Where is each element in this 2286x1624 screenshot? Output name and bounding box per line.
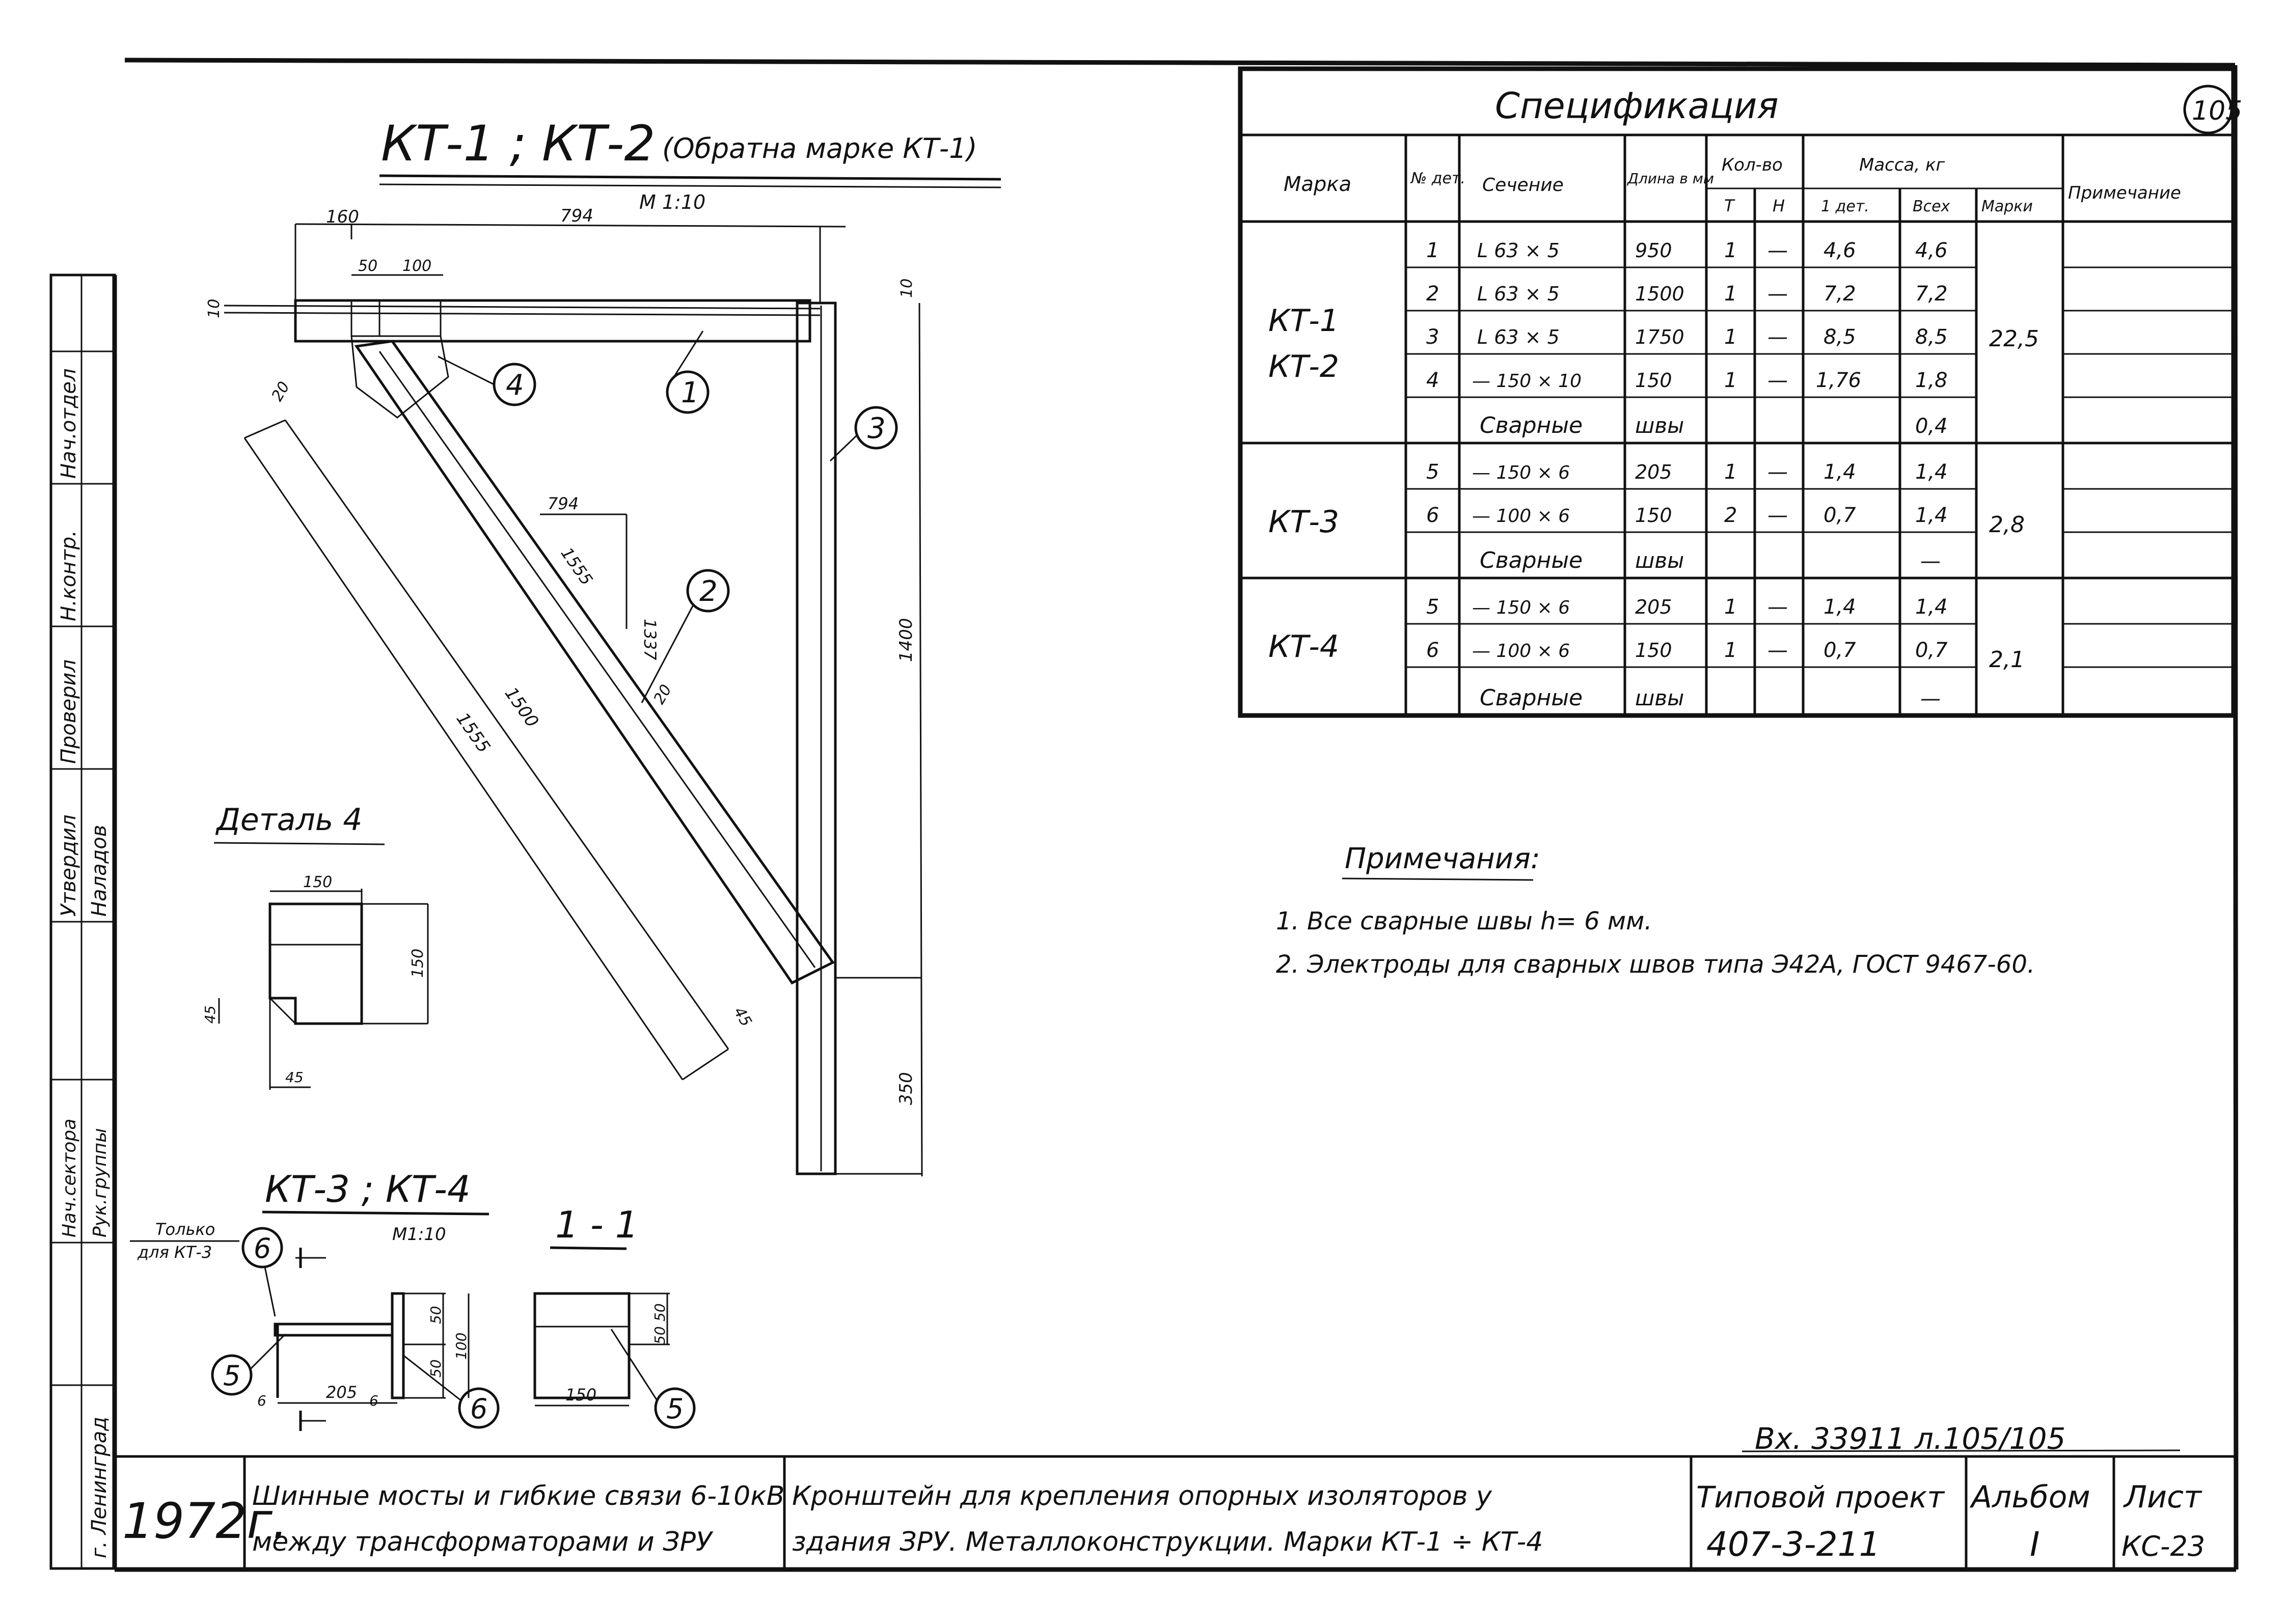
dim-label: 150 [565,1385,597,1405]
project-name: Шинные мосты и гибкие связи 6-10кВ [252,1481,785,1511]
spec-cell: — [1767,639,1788,662]
dim-label: 20 [268,378,294,404]
spec-row [1426,239,1948,262]
spec-row [1426,504,1948,527]
spec-cell: — [1767,325,1788,349]
dim-label: 1555 [452,709,495,757]
spec-cell: — 100 × 6 [1472,506,1570,527]
dim-label: 10 [898,278,916,298]
dim-label: 50 [427,1306,444,1324]
spec-header: Масса, кг [1859,155,1945,175]
spec-cell: — [1767,369,1788,392]
note-item: 1. Все сварные швы h= 6 мм. [1276,907,1652,935]
dim-label: 205 [326,1383,358,1402]
spec-marka: КТ-1 [1268,303,1340,339]
spec-cell: 1750 [1635,326,1684,348]
spec-header: Сечение [1482,175,1564,196]
dim-label: 1337 [640,619,660,660]
spec-cell: 1 [1724,239,1737,262]
part-marker: 3 [867,412,886,445]
spec-header: Марки [1981,198,2033,215]
dim-label: 50 [358,257,378,275]
spec-row [1480,412,1948,438]
spec-cell: 150 [1635,639,1672,662]
dim-label: 50 [651,1326,668,1344]
spec-mass-marka: 22,5 [1989,326,2039,352]
notes [1276,842,2035,979]
spec-cell: — [1767,282,1788,306]
spec-row [1480,685,1941,711]
spec-cell: 1,76 [1816,369,1862,392]
notes-title: Примечания: [1345,842,1540,875]
spec-cell: 1 [1724,595,1737,619]
spec-header: 1 дет. [1821,198,1869,215]
side-stamp-label: Н.контр. [57,530,80,621]
spec-cell: — 100 × 6 [1472,641,1570,662]
spec-cell: 7,2 [1915,282,1948,306]
spec-cell: 1 [1426,239,1439,262]
spec-cell: 1 [1724,325,1737,349]
spec-title: Спецификация [1495,85,1779,127]
spec-cell: Сварные [1480,685,1583,711]
spec-marka: КТ-3 [1268,504,1340,540]
spec-marka: КТ-2 [1268,349,1340,384]
spec-mass-marka: 2,1 [1989,647,2025,673]
part-marker: 6 [470,1393,488,1425]
dim-label: 160 [326,207,359,227]
spec-header: № дет. [1411,170,1465,187]
spec-cell: 205 [1635,596,1672,618]
spec-cell: 1,4 [1915,595,1948,619]
spec-row [1426,325,1948,349]
part-marker: 1 [681,376,699,409]
dim-label: 100 [453,1332,470,1360]
part-marker: 5 [223,1360,241,1392]
side-stamp-label: Проверил [57,659,80,764]
section-title: 1 - 1 [555,1203,639,1246]
spec-row [1426,369,1948,392]
spec-cell: 4,6 [1915,239,1948,262]
part-marker: 4 [506,369,524,402]
spec-cell: 150 [1635,369,1672,392]
inventory-number: Вх. 33911 л.105/105 [1755,1421,2066,1456]
spec-cell: — [1767,595,1788,619]
dim-label: 50 [427,1359,444,1378]
spec-cell: 6 [1426,639,1439,662]
spec-cell: 2 [1724,504,1737,527]
main-view [205,115,1001,1176]
sheet-value: КС-23 [2121,1530,2206,1562]
sheet-name: Кронштейн для крепления опорных изоляторов у [792,1481,1492,1511]
spec-header: Марка [1284,173,1352,196]
dim-label: 6 [369,1392,378,1409]
spec-cell: 1 [1724,639,1737,662]
typical-label: Типовой проект [1696,1480,1945,1515]
dim-label: 350 [896,1072,916,1105]
spec-cell: 1,4 [1824,595,1856,619]
spec-cell: — [1767,504,1788,527]
spec-cell: 1 [1724,282,1737,306]
spec-cell: 950 [1635,239,1672,262]
part-marker: 2 [699,575,718,608]
album-label: Альбом [1971,1479,2090,1515]
part-marker: 6 [254,1232,271,1264]
typical-value: 407-3-211 [1706,1525,1881,1564]
title-block [122,1456,2205,1570]
spec-cell: L 63 × 5 [1477,239,1560,262]
spec-row [1426,639,1948,662]
side-stamp-label: Нач.сектора [59,1118,80,1237]
part-marker: 5 [666,1393,684,1425]
spec-cell: — [1767,460,1788,484]
dim-label: 20 [650,681,676,707]
spec-marka: КТ-4 [1268,629,1340,665]
spec-cell: — 150 × 6 [1472,597,1570,618]
detail-4 [202,802,428,1090]
spec-cell: — [1920,687,1941,710]
spec-cell: 8,5 [1824,325,1856,349]
side-stamp-label: Утвердил [57,814,80,917]
spec-cell: 1,8 [1915,369,1948,392]
side-stamp [51,275,115,1568]
dim-label: 10 [205,298,223,318]
spec-cell: 205 [1635,461,1672,483]
kt34-title: КТ-3 ; КТ-4 [265,1168,471,1210]
spec-cell: L 63 × 5 [1477,283,1560,305]
side-stamp-label: Рук.группы [90,1128,111,1237]
kt34-scale: М1:10 [392,1224,446,1245]
spec-cell: 2 [1426,282,1439,306]
side-stamp-label: Наладов [88,824,111,917]
spec-cell: 4,6 [1824,239,1856,262]
spec-header: Примечание [2068,183,2181,203]
spec-row [1480,547,1941,573]
spec-cell: Сварные [1480,547,1583,573]
spec-cell: 1 [1724,369,1737,392]
spec-cell: 1 [1724,460,1737,484]
main-scale: М 1:10 [639,191,706,213]
dim-label: 45 [730,1004,755,1030]
note-item: 2. Электроды для сварных швов типа Э42А, ГОСТ 9467-60. [1276,950,2035,979]
sheet-name: здания ЗРУ. Металлоконструкции. Марки КТ-1 ÷ КТ-4 [792,1527,1543,1557]
spec-cell: — [1920,549,1941,573]
spec-cell: 1,4 [1824,460,1856,484]
year: 1972г. [122,1493,288,1550]
kt34-view [130,1168,498,1431]
spec-cell: 6 [1426,504,1439,527]
spec-header: Всех [1913,198,1950,215]
dim-label: 150 [409,948,427,978]
spec-mass-marka: 2,8 [1989,512,2025,538]
side-stamp-label: Нач.отдел [57,368,80,479]
spec-header: Н [1773,196,1785,215]
spec-cell: 7,2 [1824,282,1856,306]
sheet-label: Лист [2124,1479,2202,1515]
dim-label: 45 [285,1069,304,1086]
spec-cell: 5 [1426,595,1439,619]
spec-cell: 8,5 [1915,325,1948,349]
spec-cell: 1500 [1635,283,1684,305]
spec-header: Кол-во [1722,155,1783,175]
dim-label: 100 [402,257,432,275]
spec-row [1426,282,1948,306]
spec-row [1426,460,1948,484]
spec-cell: 1,4 [1915,504,1948,527]
spec-header: Т [1724,196,1734,215]
dim-label: 1555 [557,543,597,589]
spec-cell: 0,7 [1824,504,1856,527]
spec-header: Длина в мм [1627,170,1714,187]
dim-label: 45 [202,1005,219,1024]
dim-label: 6 [257,1392,266,1409]
detail4-title: Деталь 4 [216,802,363,838]
spec-cell: швы [1635,413,1684,438]
spec-cell: L 63 × 5 [1477,326,1560,348]
spec-cell: 150 [1635,504,1672,527]
spec-cell: — 150 × 10 [1472,371,1582,392]
dim-label: 794 [560,206,593,226]
dim-label: 150 [303,873,333,891]
dim-label: 1500 [500,683,543,732]
spec-cell: 0,7 [1915,639,1948,662]
spec-cell: 1,4 [1915,460,1948,484]
main-title: КТ-1 ; КТ-2 [381,115,656,172]
spec-cell: швы [1635,548,1684,573]
kt34-note: Только [155,1220,215,1239]
spec-row [1426,595,1948,619]
kt34-note: для КТ-3 [138,1243,212,1262]
spec-cell: — 150 × 6 [1472,462,1570,483]
section-1-1 [535,1203,694,1427]
dim-label: 1400 [896,618,916,662]
spec-cell: 0,4 [1915,415,1948,438]
spec-cell: 0,7 [1824,639,1856,662]
spec-cell: 4 [1426,369,1439,392]
main-title-note: (Обратна марке КТ-1) [662,132,977,164]
project-name: между трансформаторами и ЗРУ [252,1527,712,1557]
spec-cell: швы [1635,685,1684,710]
spec-cell: 3 [1426,325,1439,349]
album-value: I [2030,1525,2040,1564]
side-stamp-label: г. Ленинград [88,1416,111,1558]
spec-table [1240,69,2242,715]
dim-label: 50 [651,1303,668,1322]
dim-label: 794 [548,494,579,513]
spec-cell: Сварные [1480,412,1583,438]
spec-cell: 5 [1426,460,1439,484]
page-number: 105 [2192,96,2243,126]
spec-cell: — [1767,239,1788,262]
